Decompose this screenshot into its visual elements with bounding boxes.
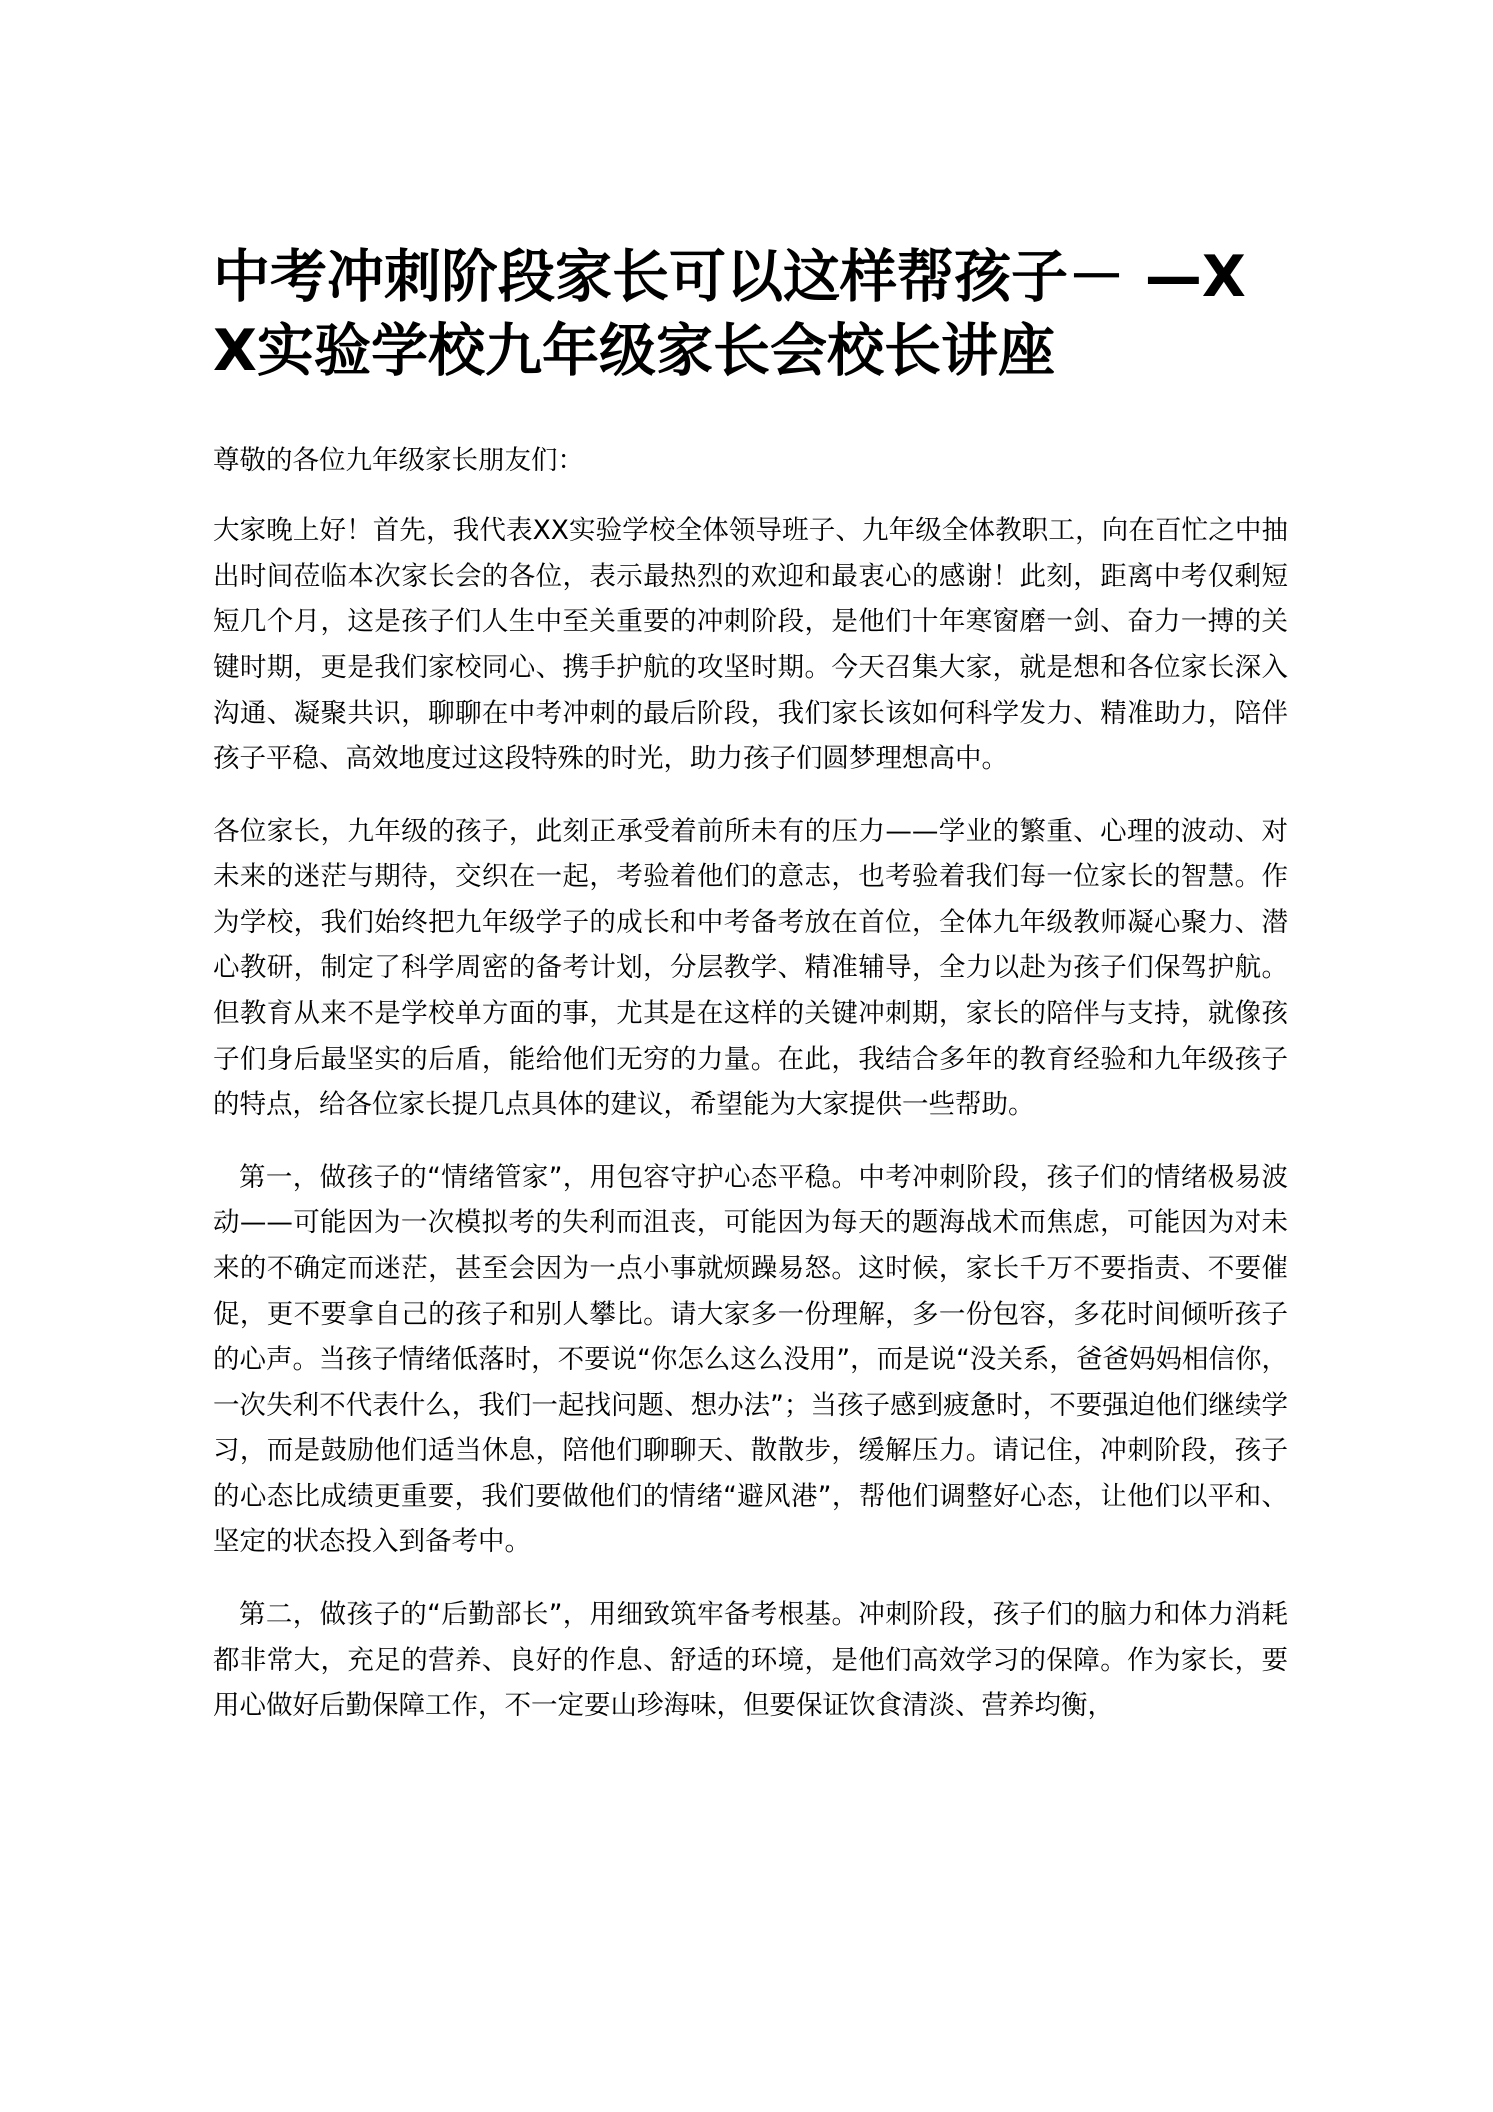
- body-paragraph-1: 大家晚上好！首先，我代表XX实验学校全体领导班子、九年级全体教职工，向在百忙之中抽出时间莅临本次家长会的各位，表示最热烈的欢迎和最衷心的感谢！此刻，距离中考仅剩短短几个月，这是孩子们人生中至关重要的冲刺阶段，是他们十年寒窗磨一剑、奋力一搏的关键时期，更是我们家校同心、携手护航的攻坚时期。今天召集大家，就是想和各位家长深入沟通、凝聚共识，聊聊在中考冲刺的最后阶段，我们家长该如何科学发力、精准助力，陪伴孩子平稳、高效地度过这段特殊的时光，助力孩子们圆梦理想高中。: [213, 515, 1288, 775]
- body-paragraph-3: 第一，做孩子的“情绪管家”，用包容守护心态平稳。中考冲刺阶段，孩子们的情绪极易波动——可能因为一次模拟考的失利而沮丧，可能因为每天的题海战术而焦虑，可能因为对未来的不确定而迷茫，甚至会因为一点小事就烦躁易怒。这时候，家长千万不要指责、不要催促，更不要拿自己的孩子和别人攀比。请大家多一份理解，多一份包容，多花时间倾听孩子的心声。当孩子情绪低落时，不要说“你怎么这么没用”，而是说“没关系，爸爸妈妈相信你，一次失利不代表什么，我们一起找问题、想办法”；当孩子感到疲惫时，不要强迫他们继续学习，而是鼓励他们适当休息，陪他们聊聊天、散散步，缓解压力。请记住，冲刺阶段，孩子的心态比成绩更重要，我们要做他们的情绪“避风港”，帮他们调整好心态，让他们以平和、坚定的状态投入到备考中。: [213, 1161, 1288, 1558]
- body-paragraph-2: 各位家长，九年级的孩子，此刻正承受着前所未有的压力——学业的繁重、心理的波动、对未来的迷茫与期待，交织在一起，考验着他们的意志，也考验着我们每一位家长的智慧。作为学校，我们始终把九年级学子的成长和中考备考放在首位，全体九年级教师凝心聚力、潜心教研，制定了科学周密的备考计划，分层教学、精准辅导，全力以赴为孩子们保驾护航。但教育从来不是学校单方面的事，尤其是在这样的关键冲刺期，家长的陪伴与支持，就像孩子们身后最坚实的后盾，能给他们无穷的力量。在此，我结合多年的教育经验和九年级孩子的特点，给各位家长提几点具体的建议，希望能为大家提供一些帮助。: [213, 815, 1288, 1121]
- salutation-line: 尊敬的各位九年级家长朋友们：: [213, 445, 584, 477]
- document-content: [213, 240, 1288, 1756]
- body-paragraph-4: 第二，做孩子的“后勤部长”，用细致筑牢备考根基。冲刺阶段，孩子们的脑力和体力消耗都非常大，充足的营养、良好的作息、舒适的环境，是他们高效学习的保障。作为家长，要用心做好后勤保障工作，不一定要山珍海味，但要保证饮食清淡、营养均衡，: [213, 1598, 1288, 1722]
- page-title: 中考冲刺阶段家长可以这样帮孩子－ —XX实验学校九年级家长会校长讲座: [213, 244, 1246, 385]
